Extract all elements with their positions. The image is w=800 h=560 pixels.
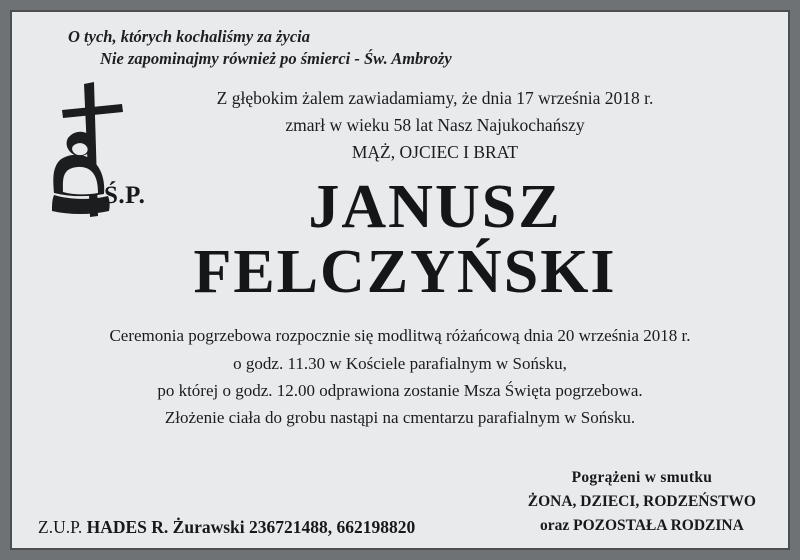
funeral-home-credit bbox=[38, 517, 415, 538]
mourners-line-1: Pogrążeni w smutku bbox=[571, 468, 713, 486]
company-prefix: Z.U.P. bbox=[38, 517, 87, 537]
ceremony-line-1: Ceremonia pogrzebowa rozpocznie się modlitwą różańcową dnia 20 września 2018 r. bbox=[109, 326, 691, 346]
epigraph-line-1: O tych, których kochaliśmy za życia bbox=[68, 27, 310, 46]
announcement-line-2: zmarł w wieku 58 lat Nasz Najukochańszy bbox=[285, 114, 585, 135]
ceremony-line-3: po której o godz. 12.00 odprawiona zostanie Msza Święta pogrzebowa. bbox=[157, 380, 643, 400]
ceremony-details bbox=[38, 322, 762, 431]
mourners-block bbox=[528, 466, 756, 538]
mourners-line-2: ŻONA, DZIECI, RODZEŃSTWO bbox=[527, 492, 756, 510]
ceremony-line-4: Złożenie ciała do grobu nastąpi na cmentarzu parafialnym w Sońsku. bbox=[164, 407, 636, 427]
ceremony-line-2: o godz. 11.30 w Kościele parafialnym w Sońsku, bbox=[233, 353, 567, 373]
announcement-line-1: Z głębokim żalem zawiadamiamy, że dnia 17 września 2018 r. bbox=[216, 87, 654, 108]
epigraph-line-2: Nie zapominajmy również po śmierci - Św. Ambroży bbox=[100, 49, 452, 69]
announcement-line-3: MĄŻ, OJCIEC I BRAT bbox=[351, 141, 519, 162]
deceased-first-name: JANUSZ bbox=[308, 172, 562, 241]
deceased-last-name: FELCZYŃSKI bbox=[193, 238, 617, 307]
company-owner: R. Żurawski bbox=[146, 517, 250, 537]
company-name: HADES bbox=[86, 517, 147, 537]
notice-footer bbox=[38, 466, 762, 540]
mourners-line-3: oraz POZOSTAŁA RODZINA bbox=[539, 516, 744, 534]
company-phones: 236721488, 662198820 bbox=[249, 517, 416, 537]
sp-label: Ś.P. bbox=[104, 182, 146, 209]
epigraph bbox=[38, 26, 762, 71]
notice-paper bbox=[10, 10, 790, 550]
